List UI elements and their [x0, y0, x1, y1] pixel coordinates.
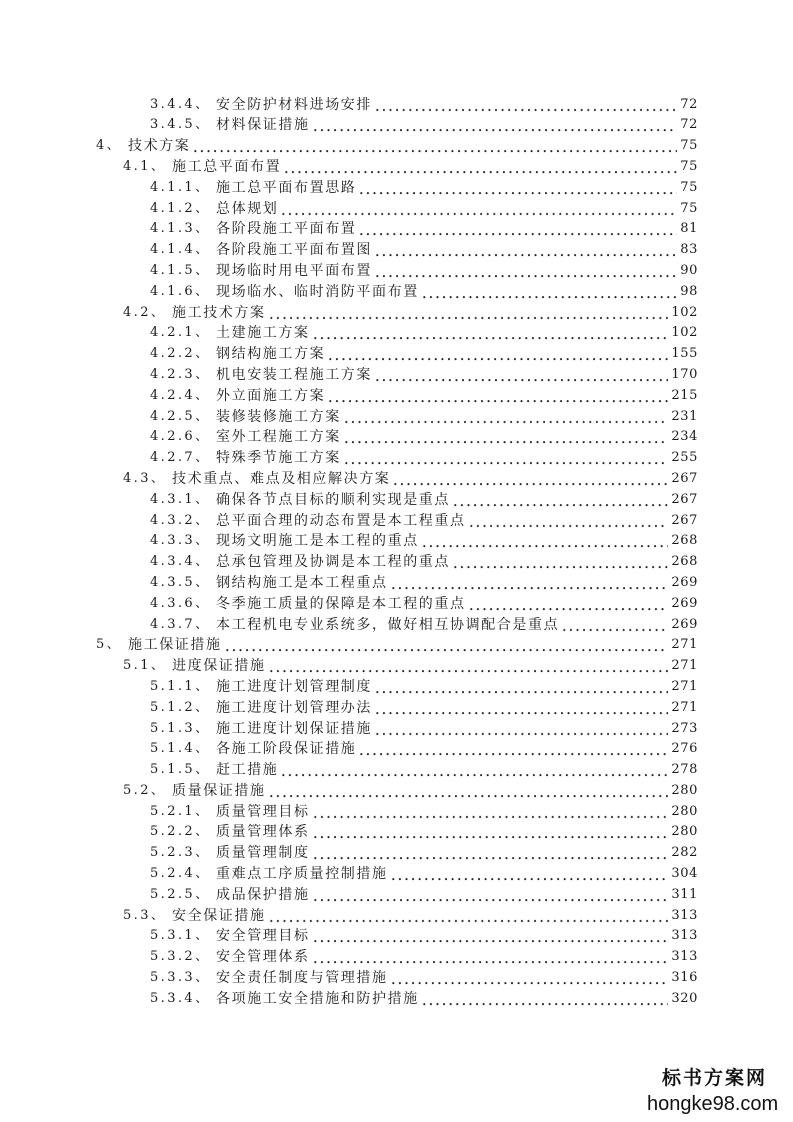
toc-entry-title: 安全责任制度与管理措施 — [216, 970, 388, 987]
toc-dot-leader — [374, 261, 677, 282]
toc-entry — [0, 677, 698, 698]
toc-entry-title: 安全管理目标 — [216, 928, 310, 945]
toc-entry-number: 5.3.1、 — [150, 928, 211, 944]
toc-dot-leader — [224, 635, 669, 656]
toc-entry-page-number: 304 — [671, 866, 698, 882]
toc-entry-page-number: 268 — [671, 533, 698, 549]
toc-entry-page-number: 72 — [680, 96, 698, 112]
toc-entry-number: 5.3.4、 — [150, 990, 211, 1006]
toc-entry-page-number: 255 — [671, 450, 698, 466]
toc-entry-title: 施工进度计划管理办法 — [216, 699, 372, 716]
toc-dot-leader — [192, 136, 677, 157]
toc-dot-leader — [374, 677, 668, 698]
toc-entry — [0, 365, 698, 386]
toc-entry-title: 施工保证措施 — [128, 637, 222, 654]
toc-entry-number: 4.3.7、 — [150, 616, 211, 632]
toc-entry-page-number: 271 — [671, 678, 698, 694]
toc-entry-page-number: 170 — [671, 366, 698, 382]
toc-entry-title: 成品保护措施 — [216, 886, 310, 903]
toc-entry-title: 安全保证措施 — [172, 907, 266, 924]
toc-entry-page-number: 267 — [671, 491, 698, 507]
toc-entry-title: 施工总平面布置 — [172, 158, 282, 175]
toc-entry — [0, 531, 698, 552]
toc-entry-title: 质量管理目标 — [216, 803, 310, 820]
toc-entry-number: 5.3.3、 — [150, 970, 211, 986]
toc-entry — [0, 448, 698, 469]
toc-entry-title: 现场临时用电平面布置 — [216, 262, 372, 279]
toc-entry-page-number: 280 — [671, 803, 698, 819]
toc-entry-page-number: 313 — [671, 949, 698, 965]
toc-entry-number: 4.1、 — [123, 158, 167, 174]
toc-entry-title: 技术方案 — [128, 138, 191, 155]
toc-entry-page-number: 231 — [671, 408, 698, 424]
toc-entry-number: 5.2、 — [123, 782, 167, 798]
toc-entry-number: 4.3.4、 — [150, 554, 211, 570]
toc-dot-leader — [312, 885, 669, 906]
toc-entry-page-number: 75 — [680, 200, 698, 216]
toc-entry-number: 5.2.2、 — [150, 824, 211, 840]
toc-entry-number: 4.1.6、 — [150, 283, 211, 299]
toc-entry-title: 室外工程施工方案 — [216, 429, 341, 446]
toc-dot-leader — [312, 947, 669, 968]
toc-entry — [0, 469, 698, 490]
toc-entry-number: 5.3.2、 — [150, 949, 211, 965]
toc-entry-page-number: 280 — [671, 782, 698, 798]
toc-entry — [0, 885, 698, 906]
toc-entry-title: 确保各节点目标的顺利实现是重点 — [216, 491, 450, 508]
toc-entry — [0, 157, 698, 178]
toc-entry-title: 钢结构施工方案 — [216, 346, 326, 363]
toc-dot-leader — [283, 157, 677, 178]
toc-entry — [0, 739, 698, 760]
toc-entry-page-number: 280 — [671, 824, 698, 840]
toc-entry-number: 4.1.5、 — [150, 262, 211, 278]
toc-entry-page-number: 234 — [671, 429, 698, 445]
toc-dot-leader — [327, 344, 668, 365]
toc-dot-leader — [374, 365, 668, 386]
toc-entry — [0, 240, 698, 261]
watermark-logo-text: 标书方案网 — [662, 1067, 768, 1089]
toc-entry-number: 5.1.4、 — [150, 741, 211, 757]
toc-dot-leader — [268, 656, 669, 677]
toc-entry — [0, 261, 698, 282]
toc-entry — [0, 490, 698, 511]
toc-entry-title: 总承包管理及协调是本工程的重点 — [216, 554, 450, 571]
toc-entry-page-number: 90 — [680, 262, 698, 278]
toc-entry-page-number: 267 — [671, 470, 698, 486]
toc-entry-number: 4.3.2、 — [150, 512, 211, 528]
toc-dot-leader — [343, 407, 669, 428]
toc-entry-number: 4.2.7、 — [150, 450, 211, 466]
watermark-url: hongke98.com — [647, 1093, 779, 1115]
toc-entry — [0, 386, 698, 407]
toc-dot-leader — [390, 573, 669, 594]
toc-entry-page-number: 75 — [680, 179, 698, 195]
toc-dot-leader — [280, 760, 668, 781]
toc-entry-title: 各阶段施工平面布置图 — [216, 242, 372, 259]
toc-entry — [0, 594, 698, 615]
toc-entry-title: 技术重点、难点及相应解决方案 — [172, 470, 391, 487]
toc-entry-title: 重难点工序质量控制措施 — [216, 866, 388, 883]
toc-entry-page-number: 320 — [671, 990, 698, 1006]
toc-entry-page-number: 75 — [680, 138, 698, 154]
toc-entry-title: 钢结构施工是本工程重点 — [216, 574, 388, 591]
toc-entry — [0, 947, 698, 968]
toc-dot-leader — [358, 219, 677, 240]
toc-entry — [0, 178, 698, 199]
toc-entry — [0, 822, 698, 843]
toc-entry-page-number: 102 — [671, 325, 698, 341]
toc-entry-page-number: 311 — [671, 886, 698, 902]
toc-entry-title: 质量管理体系 — [216, 824, 310, 841]
toc-entry — [0, 136, 698, 157]
toc-entry — [0, 199, 698, 220]
toc-entry-page-number: 75 — [680, 158, 698, 174]
toc-dot-leader — [358, 178, 677, 199]
toc-entry-page-number: 271 — [671, 637, 698, 653]
toc-entry-number: 4.2.4、 — [150, 387, 211, 403]
toc-dot-leader — [312, 115, 678, 136]
toc-entry-number: 4.1.3、 — [150, 221, 211, 237]
toc-entry-page-number: 313 — [671, 928, 698, 944]
toc-dot-leader — [374, 95, 677, 116]
toc-entry-number: 5.1.5、 — [150, 762, 211, 778]
toc-entry-page-number: 282 — [671, 845, 698, 861]
toc-entry-title: 赶工措施 — [216, 762, 279, 779]
toc-dot-leader — [280, 199, 677, 220]
toc-entry — [0, 926, 698, 947]
toc-entry-page-number: 276 — [671, 741, 698, 757]
toc-entry-number: 4.2.5、 — [150, 408, 211, 424]
toc-dot-leader — [392, 469, 668, 490]
toc-entry-page-number: 155 — [671, 346, 698, 362]
toc-entry-page-number: 273 — [671, 720, 698, 736]
toc-entry — [0, 615, 698, 636]
toc-entry-number: 3.4.5、 — [150, 117, 211, 133]
toc-entry — [0, 407, 698, 428]
toc-entry-number: 5.2.1、 — [150, 803, 211, 819]
toc-entry — [0, 989, 698, 1010]
toc-entry-number: 4.3.1、 — [150, 491, 211, 507]
toc-entry-title: 总体规划 — [216, 200, 279, 217]
toc-entry — [0, 552, 698, 573]
toc-dot-leader — [421, 989, 669, 1010]
toc-dot-leader — [343, 448, 669, 469]
toc-entry-title: 现场临水、临时消防平面布置 — [216, 283, 419, 300]
toc-entry-number: 5.2.5、 — [150, 886, 211, 902]
toc-entry-number: 4.3、 — [123, 470, 167, 486]
toc-entry-title: 各施工阶段保证措施 — [216, 741, 357, 758]
toc-entry-number: 4.1.2、 — [150, 200, 211, 216]
toc-entry-number: 4、 — [96, 138, 123, 154]
toc-dot-leader — [268, 781, 669, 802]
toc-entry — [0, 573, 698, 594]
toc-entry-number: 5.1、 — [123, 658, 167, 674]
toc-entry-page-number: 268 — [671, 554, 698, 570]
toc-entry — [0, 427, 698, 448]
toc-dot-leader — [452, 552, 668, 573]
toc-entry-number: 5.1.2、 — [150, 699, 211, 715]
toc-entry-page-number: 81 — [680, 221, 698, 237]
toc-entry-title: 总平面合理的动态布置是本工程重点 — [216, 512, 466, 529]
toc-entry-page-number: 267 — [671, 512, 698, 528]
toc-entry — [0, 219, 698, 240]
toc-entry — [0, 906, 698, 927]
toc-dot-leader — [452, 490, 668, 511]
toc-entry — [0, 95, 698, 116]
toc-entry-title: 施工进度计划管理制度 — [216, 678, 372, 695]
toc-entry-page-number: 313 — [671, 907, 698, 923]
toc-entry-page-number: 316 — [671, 970, 698, 986]
toc-entry-number: 5.2.3、 — [150, 845, 211, 861]
toc-entry-number: 5、 — [96, 637, 123, 653]
toc-dot-leader — [468, 594, 669, 615]
toc-entry-number: 4.1.1、 — [150, 179, 211, 195]
toc-entry-number: 3.4.4、 — [150, 96, 211, 112]
toc-dot-leader — [374, 698, 668, 719]
toc-entry — [0, 656, 698, 677]
toc-entry-page-number: 83 — [680, 242, 698, 258]
toc-entry-page-number: 278 — [671, 762, 698, 778]
toc-entry-title: 外立面施工方案 — [216, 387, 326, 404]
toc-entry-page-number: 271 — [671, 699, 698, 715]
toc-dot-leader — [327, 386, 668, 407]
toc-entry — [0, 511, 698, 532]
toc-entry — [0, 864, 698, 885]
toc-entry-title: 各项施工安全措施和防护措施 — [216, 990, 419, 1007]
toc-entry-title: 施工总平面布置思路 — [216, 179, 357, 196]
toc-entry-title: 施工进度计划保证措施 — [216, 720, 372, 737]
toc-entry-title: 进度保证措施 — [172, 658, 266, 675]
toc-entry-title: 土建施工方案 — [216, 325, 310, 342]
toc-entry-page-number: 215 — [671, 387, 698, 403]
toc-entry-number: 4.3.5、 — [150, 574, 211, 590]
toc-entry-number: 5.1.3、 — [150, 720, 211, 736]
toc-dot-leader — [421, 282, 677, 303]
toc-dot-leader — [374, 719, 668, 740]
toc-entry-title: 质量保证措施 — [172, 782, 266, 799]
toc-dot-leader — [268, 303, 669, 324]
toc-entry — [0, 968, 698, 989]
table-of-contents — [0, 95, 793, 1010]
toc-entry-title: 安全防护材料进场安排 — [216, 96, 372, 113]
toc-entry — [0, 344, 698, 365]
toc-entry-title: 装修装修施工方案 — [216, 408, 341, 425]
toc-entry-page-number: 271 — [671, 658, 698, 674]
toc-entry — [0, 760, 698, 781]
toc-entry-number: 4.3.6、 — [150, 595, 211, 611]
toc-entry-number: 5.1.1、 — [150, 678, 211, 694]
toc-entry — [0, 303, 698, 324]
toc-dot-leader — [312, 323, 669, 344]
toc-entry — [0, 843, 698, 864]
toc-entry — [0, 698, 698, 719]
toc-dot-leader — [358, 739, 668, 760]
toc-entry — [0, 635, 698, 656]
toc-entry-title: 特殊季节施工方案 — [216, 450, 341, 467]
toc-dot-leader — [343, 427, 669, 448]
toc-entry-number: 4.2.6、 — [150, 429, 211, 445]
toc-entry-title: 各阶段施工平面布置 — [216, 221, 357, 238]
toc-entry-number: 4.2.1、 — [150, 325, 211, 341]
toc-dot-leader — [312, 843, 669, 864]
toc-dot-leader — [390, 968, 669, 989]
toc-dot-leader — [468, 511, 669, 532]
toc-entry-title: 施工技术方案 — [172, 304, 266, 321]
toc-entry-number: 4.1.4、 — [150, 242, 211, 258]
toc-entry-title: 本工程机电专业系统多，做好相互协调配合是重点 — [216, 616, 560, 633]
toc-entry-number: 4.2.2、 — [150, 346, 211, 362]
toc-entry — [0, 719, 698, 740]
toc-entry-page-number: 72 — [680, 117, 698, 133]
toc-entry-page-number: 98 — [680, 283, 698, 299]
toc-dot-leader — [312, 926, 669, 947]
toc-dot-leader — [421, 531, 669, 552]
toc-entry-number: 5.3、 — [123, 907, 167, 923]
toc-dot-leader — [312, 822, 669, 843]
toc-entry-title: 冬季施工质量的保障是本工程的重点 — [216, 595, 466, 612]
toc-entry-number: 4.3.3、 — [150, 533, 211, 549]
toc-entry-page-number: 269 — [671, 595, 698, 611]
toc-entry-title: 机电安装工程施工方案 — [216, 366, 372, 383]
toc-entry-title: 现场文明施工是本工程的重点 — [216, 533, 419, 550]
toc-dot-leader — [268, 906, 669, 927]
toc-entry — [0, 323, 698, 344]
toc-entry — [0, 282, 698, 303]
toc-entry-page-number: 269 — [671, 574, 698, 590]
toc-dot-leader — [390, 864, 669, 885]
toc-entry-title: 质量管理制度 — [216, 845, 310, 862]
toc-entry-number: 4.2、 — [123, 304, 167, 320]
toc-entry-page-number: 102 — [671, 304, 698, 320]
toc-entry — [0, 781, 698, 802]
toc-entry-title: 材料保证措施 — [216, 117, 310, 134]
toc-entry-title: 安全管理体系 — [216, 949, 310, 966]
toc-dot-leader — [312, 802, 669, 823]
toc-entry — [0, 802, 698, 823]
toc-dot-leader — [561, 615, 668, 636]
toc-entry-number: 4.2.3、 — [150, 366, 211, 382]
toc-entry-page-number: 269 — [671, 616, 698, 632]
toc-dot-leader — [374, 240, 677, 261]
toc-entry — [0, 115, 698, 136]
toc-entry-number: 5.2.4、 — [150, 866, 211, 882]
